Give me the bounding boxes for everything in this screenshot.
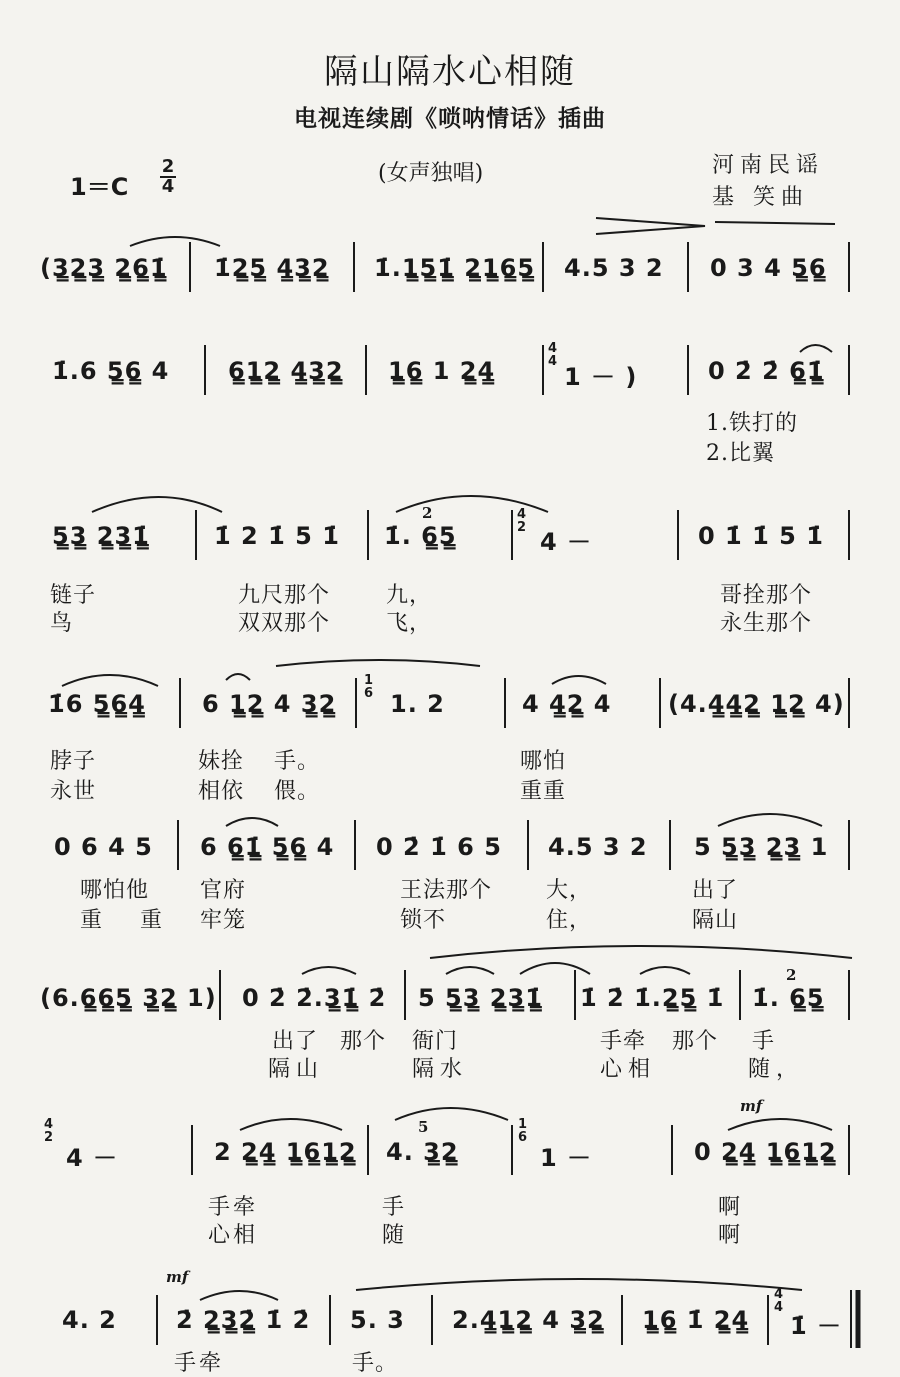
- line3-slur-a: [92, 497, 222, 512]
- line7-grace-note: 5: [418, 1118, 429, 1136]
- line8-measure-2: 2̇ 2̳3̳2̳̇ 1̇ 2̇: [176, 1306, 311, 1334]
- line2-lyric-verse1: 1.铁打的: [706, 411, 798, 436]
- line4-measure-2: 6 1̳2̳ 4 3̳2̳: [202, 690, 337, 718]
- line7-slur-a: [240, 1119, 342, 1130]
- line5-slur-b: [718, 814, 822, 826]
- line3-measure-2: 1̇ 2 1̇ 5 1̇: [214, 522, 340, 550]
- line3-lyric-v2-c: 飞，: [386, 611, 433, 636]
- time-signature-numerator: 2: [161, 156, 175, 177]
- time-num: 4: [517, 507, 527, 522]
- line7-lyric-v2-b: 随: [382, 1223, 406, 1248]
- line5-lyric-v2-c: 牢笼: [200, 908, 247, 933]
- line5-measure-2: 6 6̳1̳̇ 5̳6̳ 4: [200, 833, 335, 861]
- line8-measure-1: 4. 2: [62, 1306, 117, 1334]
- line6-lyric-v1-f: 手: [752, 1029, 776, 1054]
- line2-measure-2: 6̳1̳2̳ 4̳3̳2̳: [228, 357, 344, 385]
- time-den: 6: [518, 1130, 528, 1145]
- line6-lyric-v2-a: 隔山: [268, 1057, 325, 1082]
- line8-time-change: [774, 1288, 783, 1314]
- line5-lyric-v2-b: 重: [140, 908, 164, 933]
- line1-measure-4: 4.5 3 2: [564, 254, 664, 282]
- line3-measure-3: 1̇. 6̳5̳: [384, 522, 457, 550]
- line5-lyric-v1-b: 官府: [200, 878, 247, 903]
- time-signature-denominator: 4: [161, 176, 175, 197]
- crescendo-hairpin: [596, 218, 705, 234]
- line5-slur-a: [226, 818, 278, 826]
- line6-lyric-v1-c: 衙门: [412, 1029, 459, 1054]
- line6-measure-4: 1̇ 2̇ 1̇.2̳5̳ 1̇: [580, 984, 725, 1012]
- line4-slur-c: [552, 676, 606, 684]
- line7-measure-1: 4 －: [66, 1144, 119, 1172]
- line6-slur-b: [520, 963, 590, 974]
- line6-tie-a: [302, 967, 356, 974]
- line7-time-change-b: [518, 1118, 527, 1144]
- line7-lyric-v1-a: 手牵: [208, 1195, 259, 1220]
- time-num: 1: [364, 673, 374, 688]
- line8-measure-6: 1̇ －: [790, 1312, 843, 1340]
- line5-lyric-v1-c: 王法那个: [400, 878, 493, 903]
- hairpin-extension: [715, 222, 835, 224]
- line6-lyric-v1-e: 那个: [672, 1029, 719, 1054]
- line4-measure-4: 4 4̳2̳ 4: [522, 690, 612, 718]
- line3-measure-4: 4 －: [540, 528, 593, 556]
- line6-lyric-v1-b: 那个: [340, 1029, 387, 1054]
- line7-time-change-a: [44, 1118, 53, 1144]
- song-title: 隔山隔水心相随: [324, 52, 576, 92]
- key-signature: 1＝C: [70, 173, 129, 201]
- line8-slur-a: [200, 1291, 278, 1300]
- line1-slur: [130, 237, 220, 246]
- time-den: 6: [364, 686, 374, 701]
- line5-lyric-v2-d: 锁不: [400, 908, 447, 933]
- performance-note: (女声独唱): [378, 161, 484, 186]
- line1-measure-3: 1̇.1̳5̳1̳̇ 2̳1̳6̳5̳: [374, 254, 536, 282]
- line4-lyric-v1-c: 手。: [274, 749, 321, 774]
- line2-measure-5: 0 2̇ 2̇ 6̳1̳̇: [708, 357, 825, 385]
- line8-measure-4: 2.4̳1̳2̳ 4 3̳2̳: [452, 1306, 605, 1334]
- line8-measure-3: 5. 3: [350, 1306, 405, 1334]
- line7-dynamic-mf: mf: [740, 1097, 763, 1115]
- line6-lyric-v2-b: 隔水: [412, 1057, 469, 1082]
- line2-tie: [800, 345, 832, 352]
- line8-slur-long: [356, 1279, 802, 1290]
- time-den: 2: [517, 520, 527, 535]
- line3-lyric-v1-b: 九尺那个: [238, 583, 331, 608]
- line2-time-change: [548, 342, 557, 368]
- line3-lyric-v2-d: 永生那个: [720, 611, 813, 636]
- line7-measure-5: 0 2̳4̳ 1̳6̳1̳2̳: [694, 1138, 837, 1166]
- line7-measure-2: 2 2̳4̳ 1̳6̳1̳2̳: [214, 1138, 357, 1166]
- line4-slur-b: [276, 660, 480, 666]
- line4-lyric-v2-d: 重重: [520, 779, 567, 804]
- time-den: 4: [548, 354, 558, 369]
- credit-lyrics: 河南民谣: [712, 153, 825, 178]
- line3-lyric-v1-d: 哥拴那个: [720, 583, 813, 608]
- line6-measure-2: 0 2̇ 2̇.3̳1̳̇ 2̇: [242, 984, 387, 1012]
- line4-time-change: [364, 674, 373, 700]
- line4-measure-3: 1. 2: [390, 690, 445, 718]
- line7-slur-c: [728, 1119, 832, 1130]
- line4-lyric-v1-b: 妹拴: [198, 749, 245, 774]
- line8-dynamic-mf: mf: [166, 1268, 189, 1286]
- line2-measure-1: 1̇.6 5̳6̳ 4: [52, 357, 170, 385]
- line7-slur-b: [395, 1108, 508, 1120]
- line7-lyric-v2-a: 心相: [208, 1223, 259, 1248]
- line6-slur-c: [640, 967, 690, 974]
- line5-lyric-v1-a: 哪怕他: [80, 878, 150, 903]
- time-num: 4: [774, 1287, 784, 1302]
- line8-measure-5: 1̳6̳ 1̇ 2̳4̳: [642, 1306, 750, 1334]
- time-den: 4: [774, 1300, 784, 1315]
- line5-lyric-v2-f: 隔山: [692, 908, 739, 933]
- line4-tie-a: [226, 674, 250, 680]
- line6-slur-long: [430, 946, 852, 958]
- line3-lyric-v1-a: 链子: [50, 583, 97, 608]
- line4-lyric-v1-d: 哪怕: [520, 749, 567, 774]
- line4-measure-1: 1̇6 5̳6̳4̳: [48, 690, 146, 718]
- line8-lyric-v1-a: 手牵: [174, 1351, 225, 1376]
- line6-measure-5: 1̇. 6̳5̳: [752, 984, 825, 1012]
- line7-lyric-v2-c: 啊: [718, 1223, 742, 1248]
- time-num: 4: [44, 1117, 54, 1132]
- line3-measure-5: 0 1̇ 1̇ 5 1̇: [698, 522, 824, 550]
- line5-measure-5: 5 5̳3̳ 2̳3̳ 1: [694, 833, 829, 861]
- line1-measure-2: 1̇2̳5̳ 4̳3̳2̳: [214, 254, 330, 282]
- line5-measure-1: 0 6 4 5: [54, 833, 153, 861]
- line6-lyric-v2-c: 心相: [600, 1057, 657, 1082]
- line5-lyric-v2-a: 重: [80, 908, 104, 933]
- line1-measure-5: 0 3 4 5̳6̳: [710, 254, 827, 282]
- line3-lyric-v1-c: 九，: [386, 583, 433, 608]
- line3-lyric-v2-a: 鸟: [50, 611, 74, 636]
- time-den: 2: [44, 1130, 54, 1145]
- line4-measure-5: (4.4̳4̳2̳ 1̳2̳ 4): [668, 690, 845, 718]
- line5-measure-3: 0 2̇ 1̇ 6 5: [376, 833, 502, 861]
- time-num: 4: [548, 341, 558, 356]
- credit-music: 基 笑曲: [712, 185, 809, 210]
- line3-lyric-v2-b: 双双那个: [238, 611, 331, 636]
- line6-lyric-v1-d: 手牵: [600, 1029, 647, 1054]
- line6-lyric-v1-a: 出了: [272, 1029, 319, 1054]
- line3-grace-note: 2: [422, 504, 433, 522]
- line6-lyric-v2-d: 随，: [748, 1057, 805, 1082]
- line6-measure-1: (6.6̳6̳5̳ 3̳2̳ 1): [40, 984, 217, 1012]
- line7-lyric-v1-c: 啊: [718, 1195, 742, 1220]
- line2-measure-4: 1 － ): [564, 363, 638, 391]
- line8-lyric-v1-b: 手。: [352, 1351, 399, 1376]
- line3-measure-1: 5̳3̳ 2̳3̳1̳̇: [52, 522, 150, 550]
- song-subtitle: 电视连续剧《唢呐情话》插曲: [294, 105, 606, 132]
- line3-time-change: [517, 508, 526, 534]
- line4-lyric-v2-c: 偎。: [274, 779, 321, 804]
- line2-lyric-verse2: 2.比翼: [706, 441, 775, 466]
- line5-measure-4: 4.5 3 2: [548, 833, 648, 861]
- line6-slur-a: [446, 967, 494, 974]
- line5-lyric-v2-e: 住，: [546, 908, 593, 933]
- line7-measure-4: 1 －: [540, 1144, 593, 1172]
- line4-lyric-v2-b: 相依: [198, 779, 245, 804]
- line1-measure-1: (3̳2̳3̳ 2̳6̳1̳̇: [40, 254, 168, 282]
- line4-lyric-v2-a: 永世: [50, 779, 97, 804]
- line5-lyric-v1-d: 大，: [546, 878, 593, 903]
- line4-lyric-v1-a: 脖子: [50, 749, 97, 774]
- line2-measure-3: 1̳6̳ 1 2̳4̳: [388, 357, 496, 385]
- line5-lyric-v1-e: 出了: [692, 878, 739, 903]
- line7-lyric-v1-b: 手: [382, 1195, 406, 1220]
- time-num: 1: [518, 1117, 528, 1132]
- line4-slur-a: [62, 675, 158, 686]
- line6-measure-3: 5 5̳3̳ 2̳3̳1̳̇: [418, 984, 543, 1012]
- line7-measure-3: 4. 3̳2̳: [386, 1138, 459, 1166]
- line6-grace-note: 2: [786, 966, 797, 984]
